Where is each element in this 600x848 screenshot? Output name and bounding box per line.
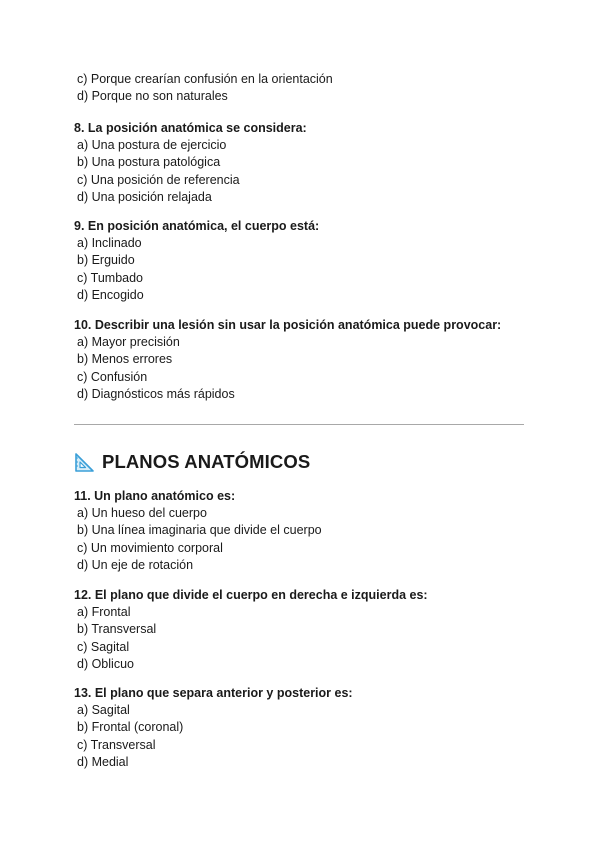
answer-option: c) Una posición de referencia — [77, 172, 240, 187]
answer-option: b) Una postura patológica — [77, 155, 221, 170]
answer-option: d) Una posición relajada — [77, 190, 212, 205]
answer-option: a) Una postura de ejercicio — [77, 138, 227, 152]
answer-option: b) Erguido — [77, 253, 135, 268]
answer-option: d) Diagnósticos más rápidos — [77, 387, 235, 402]
answer-option: d) Encogido — [77, 288, 144, 303]
answer-option: a) Inclinado — [77, 236, 142, 250]
answer-option: b) Frontal (coronal) — [77, 720, 184, 735]
answer-option: a) Mayor precisión — [77, 335, 180, 349]
answer-option: d) Porque no son naturales — [77, 89, 228, 104]
answer-option: a) Un hueso del cuerpo — [77, 506, 207, 520]
answer-option: a) Sagital — [77, 703, 130, 717]
answer-option: d) Un eje de rotación — [77, 558, 194, 573]
question-title: 9. En posición anatómica, el cuerpo está: — [74, 219, 320, 233]
section-title: PLANOS ANATÓMICOS — [102, 451, 311, 472]
question-title: 13. El plano que separa anterior y posterior es: — [74, 686, 353, 700]
carryover-options — [74, 71, 544, 106]
question-10 — [74, 317, 544, 404]
answer-option: b) Una línea imaginaria que divide el cuerpo — [77, 523, 322, 538]
question-9 — [74, 218, 544, 305]
question-title: 8. La posición anatómica se considera: — [74, 121, 307, 135]
question-11 — [74, 488, 544, 575]
answer-option: d) Medial — [77, 755, 129, 770]
question-13 — [74, 685, 544, 772]
triangle-ruler-icon — [74, 451, 96, 473]
question-title: 10. Describir una lesión sin usar la posición anatómica puede provocar: — [74, 318, 502, 332]
answer-option: a) Frontal — [77, 605, 131, 619]
answer-option: c) Transversal — [77, 737, 156, 752]
answer-option: c) Tumbado — [77, 270, 144, 285]
question-8 — [74, 120, 544, 207]
answer-option: c) Sagital — [77, 639, 130, 654]
question-title: 11. Un plano anatómico es: — [74, 489, 236, 503]
answer-option: d) Oblicuo — [77, 657, 134, 672]
answer-option: c) Confusión — [77, 369, 148, 384]
answer-option: c) Un movimiento corporal — [77, 540, 223, 555]
section-divider — [74, 424, 524, 425]
answer-option: b) Transversal — [77, 622, 157, 637]
answer-option: b) Menos errores — [77, 352, 173, 367]
section-heading — [74, 450, 310, 474]
answer-option: c) Porque crearían confusión en la orientación — [77, 72, 333, 86]
question-title: 12. El plano que divide el cuerpo en derecha e izquierda es: — [74, 588, 428, 602]
question-12 — [74, 587, 544, 674]
